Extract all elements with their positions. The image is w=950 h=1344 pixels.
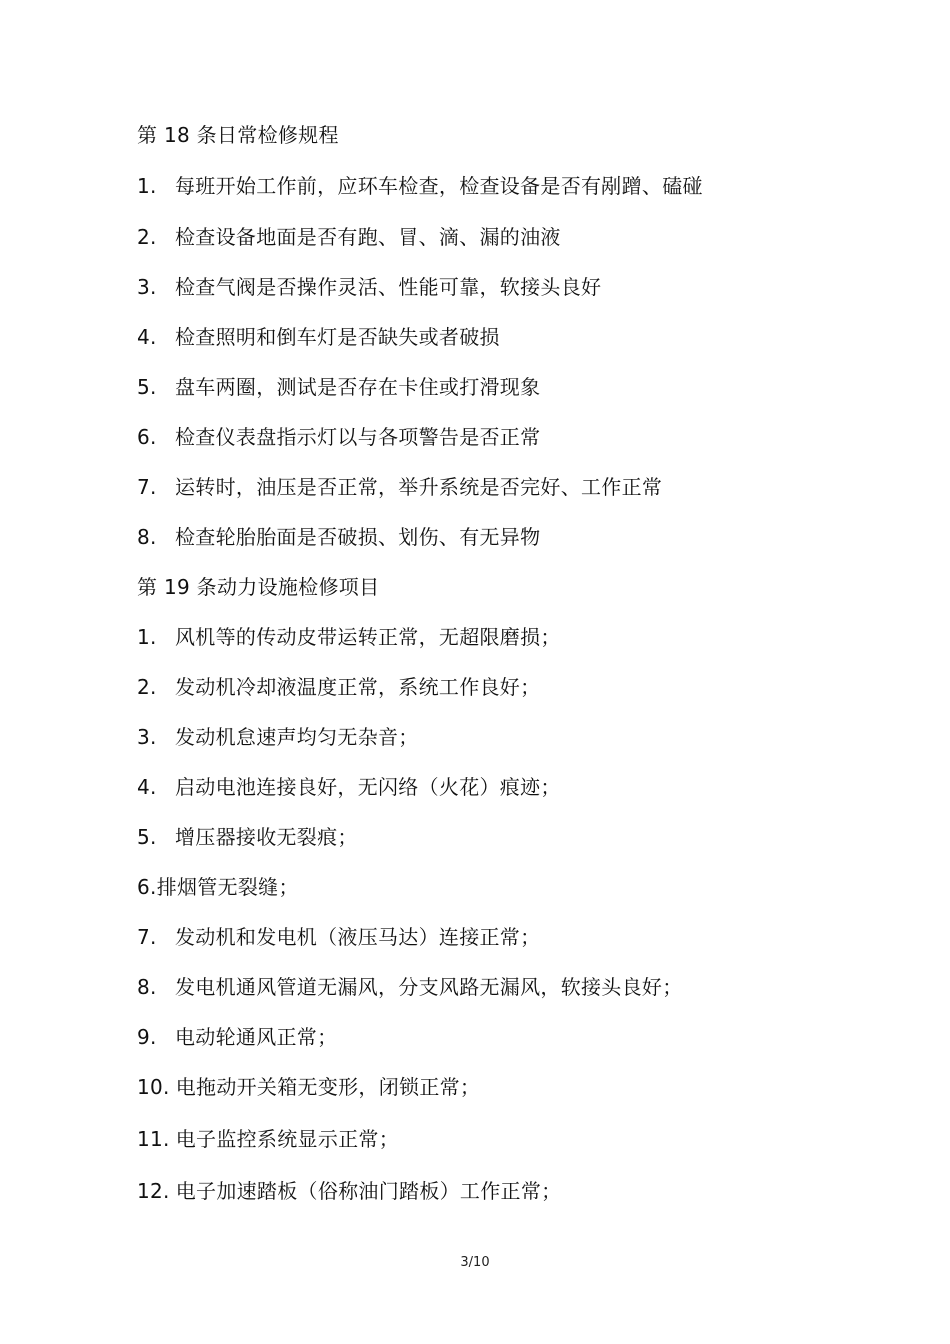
item-text: 排烟管无裂缝； — [156, 875, 299, 899]
list-item — [137, 1024, 337, 1050]
item-text: 发动机怠速声均匀无杂音； — [175, 725, 419, 749]
item-number: 2. — [137, 675, 157, 699]
list-item — [137, 374, 540, 400]
item-text: 检查照明和倒车灯是否缺失或者破损 — [175, 325, 500, 349]
list-item — [137, 224, 561, 250]
item-number: 3. — [137, 275, 157, 299]
item-text: 电动轮通风正常； — [175, 1025, 338, 1049]
item-number: 6. — [137, 425, 157, 449]
item-text: 发动机和发电机（液压马达）连接正常； — [175, 925, 541, 949]
item-text: 检查设备地面是否有跑、冒、滴、漏的油液 — [175, 225, 561, 249]
item-text: 电子加速踏板（俗称油门踏板）工作正常； — [175, 1179, 562, 1203]
item-text: 电子监控系统显示正常； — [175, 1127, 400, 1151]
item-number: 8. — [137, 975, 157, 999]
item-text: 检查仪表盘指示灯以与各项警告是否正常 — [175, 425, 541, 449]
item-number: 12. — [137, 1179, 170, 1203]
item-number: 4. — [137, 775, 157, 799]
item-number: 10. — [137, 1075, 170, 1099]
list-item — [137, 474, 662, 500]
list-item — [137, 674, 540, 700]
item-number: 7. — [137, 925, 157, 949]
item-text: 检查气阀是否操作灵活、性能可靠，软接头良好 — [175, 275, 602, 299]
page-number: 3/10 — [460, 1255, 490, 1270]
list-item — [137, 1178, 561, 1204]
section-heading-18: 第 18 条日常检修规程 — [137, 123, 339, 147]
list-item — [137, 1074, 480, 1100]
item-text: 电拖动开关箱无变形，闭锁正常； — [175, 1075, 481, 1099]
list-item — [137, 724, 419, 750]
item-number: 2. — [137, 225, 157, 249]
item-number: 5. — [137, 825, 157, 849]
list-item — [137, 1126, 399, 1152]
item-text: 检查轮胎胎面是否破损、划伤、有无异物 — [175, 525, 541, 549]
item-number: 6. — [137, 875, 157, 899]
list-item — [137, 774, 561, 800]
list-item — [137, 874, 299, 900]
item-text: 风机等的传动皮带运转正常，无超限磨损； — [175, 625, 561, 649]
list-item — [137, 173, 703, 199]
list-item — [137, 624, 561, 650]
item-text: 运转时，油压是否正常，举升系统是否完好、工作正常 — [175, 475, 663, 499]
list-item — [137, 824, 358, 850]
item-number: 11. — [137, 1127, 170, 1151]
list-item — [137, 424, 540, 450]
item-text: 发电机通风管道无漏风，分支风路无漏风，软接头良好； — [175, 975, 683, 999]
item-text: 启动电池连接良好，无闪络（火花）痕迹； — [175, 775, 561, 799]
item-text: 增压器接收无裂痕； — [175, 825, 358, 849]
item-text: 盘车两圈，测试是否存在卡住或打滑现象 — [175, 375, 541, 399]
section-heading-19: 第 19 条动力设施检修项目 — [137, 575, 380, 599]
item-number: 9. — [137, 1025, 157, 1049]
item-number: 3. — [137, 725, 157, 749]
item-text: 每班开始工作前，应环车检查，检查设备是否有剐蹭、磕碰 — [175, 174, 703, 198]
list-item — [137, 974, 683, 1000]
list-item — [137, 274, 601, 300]
list-item — [137, 324, 500, 350]
item-text: 发动机冷却液温度正常，系统工作良好； — [175, 675, 541, 699]
list-item — [137, 524, 540, 550]
item-number: 1. — [137, 174, 157, 198]
item-number: 8. — [137, 525, 157, 549]
item-number: 1. — [137, 625, 157, 649]
list-item — [137, 924, 540, 950]
item-number: 4. — [137, 325, 157, 349]
item-number: 7. — [137, 475, 157, 499]
item-number: 5. — [137, 375, 157, 399]
